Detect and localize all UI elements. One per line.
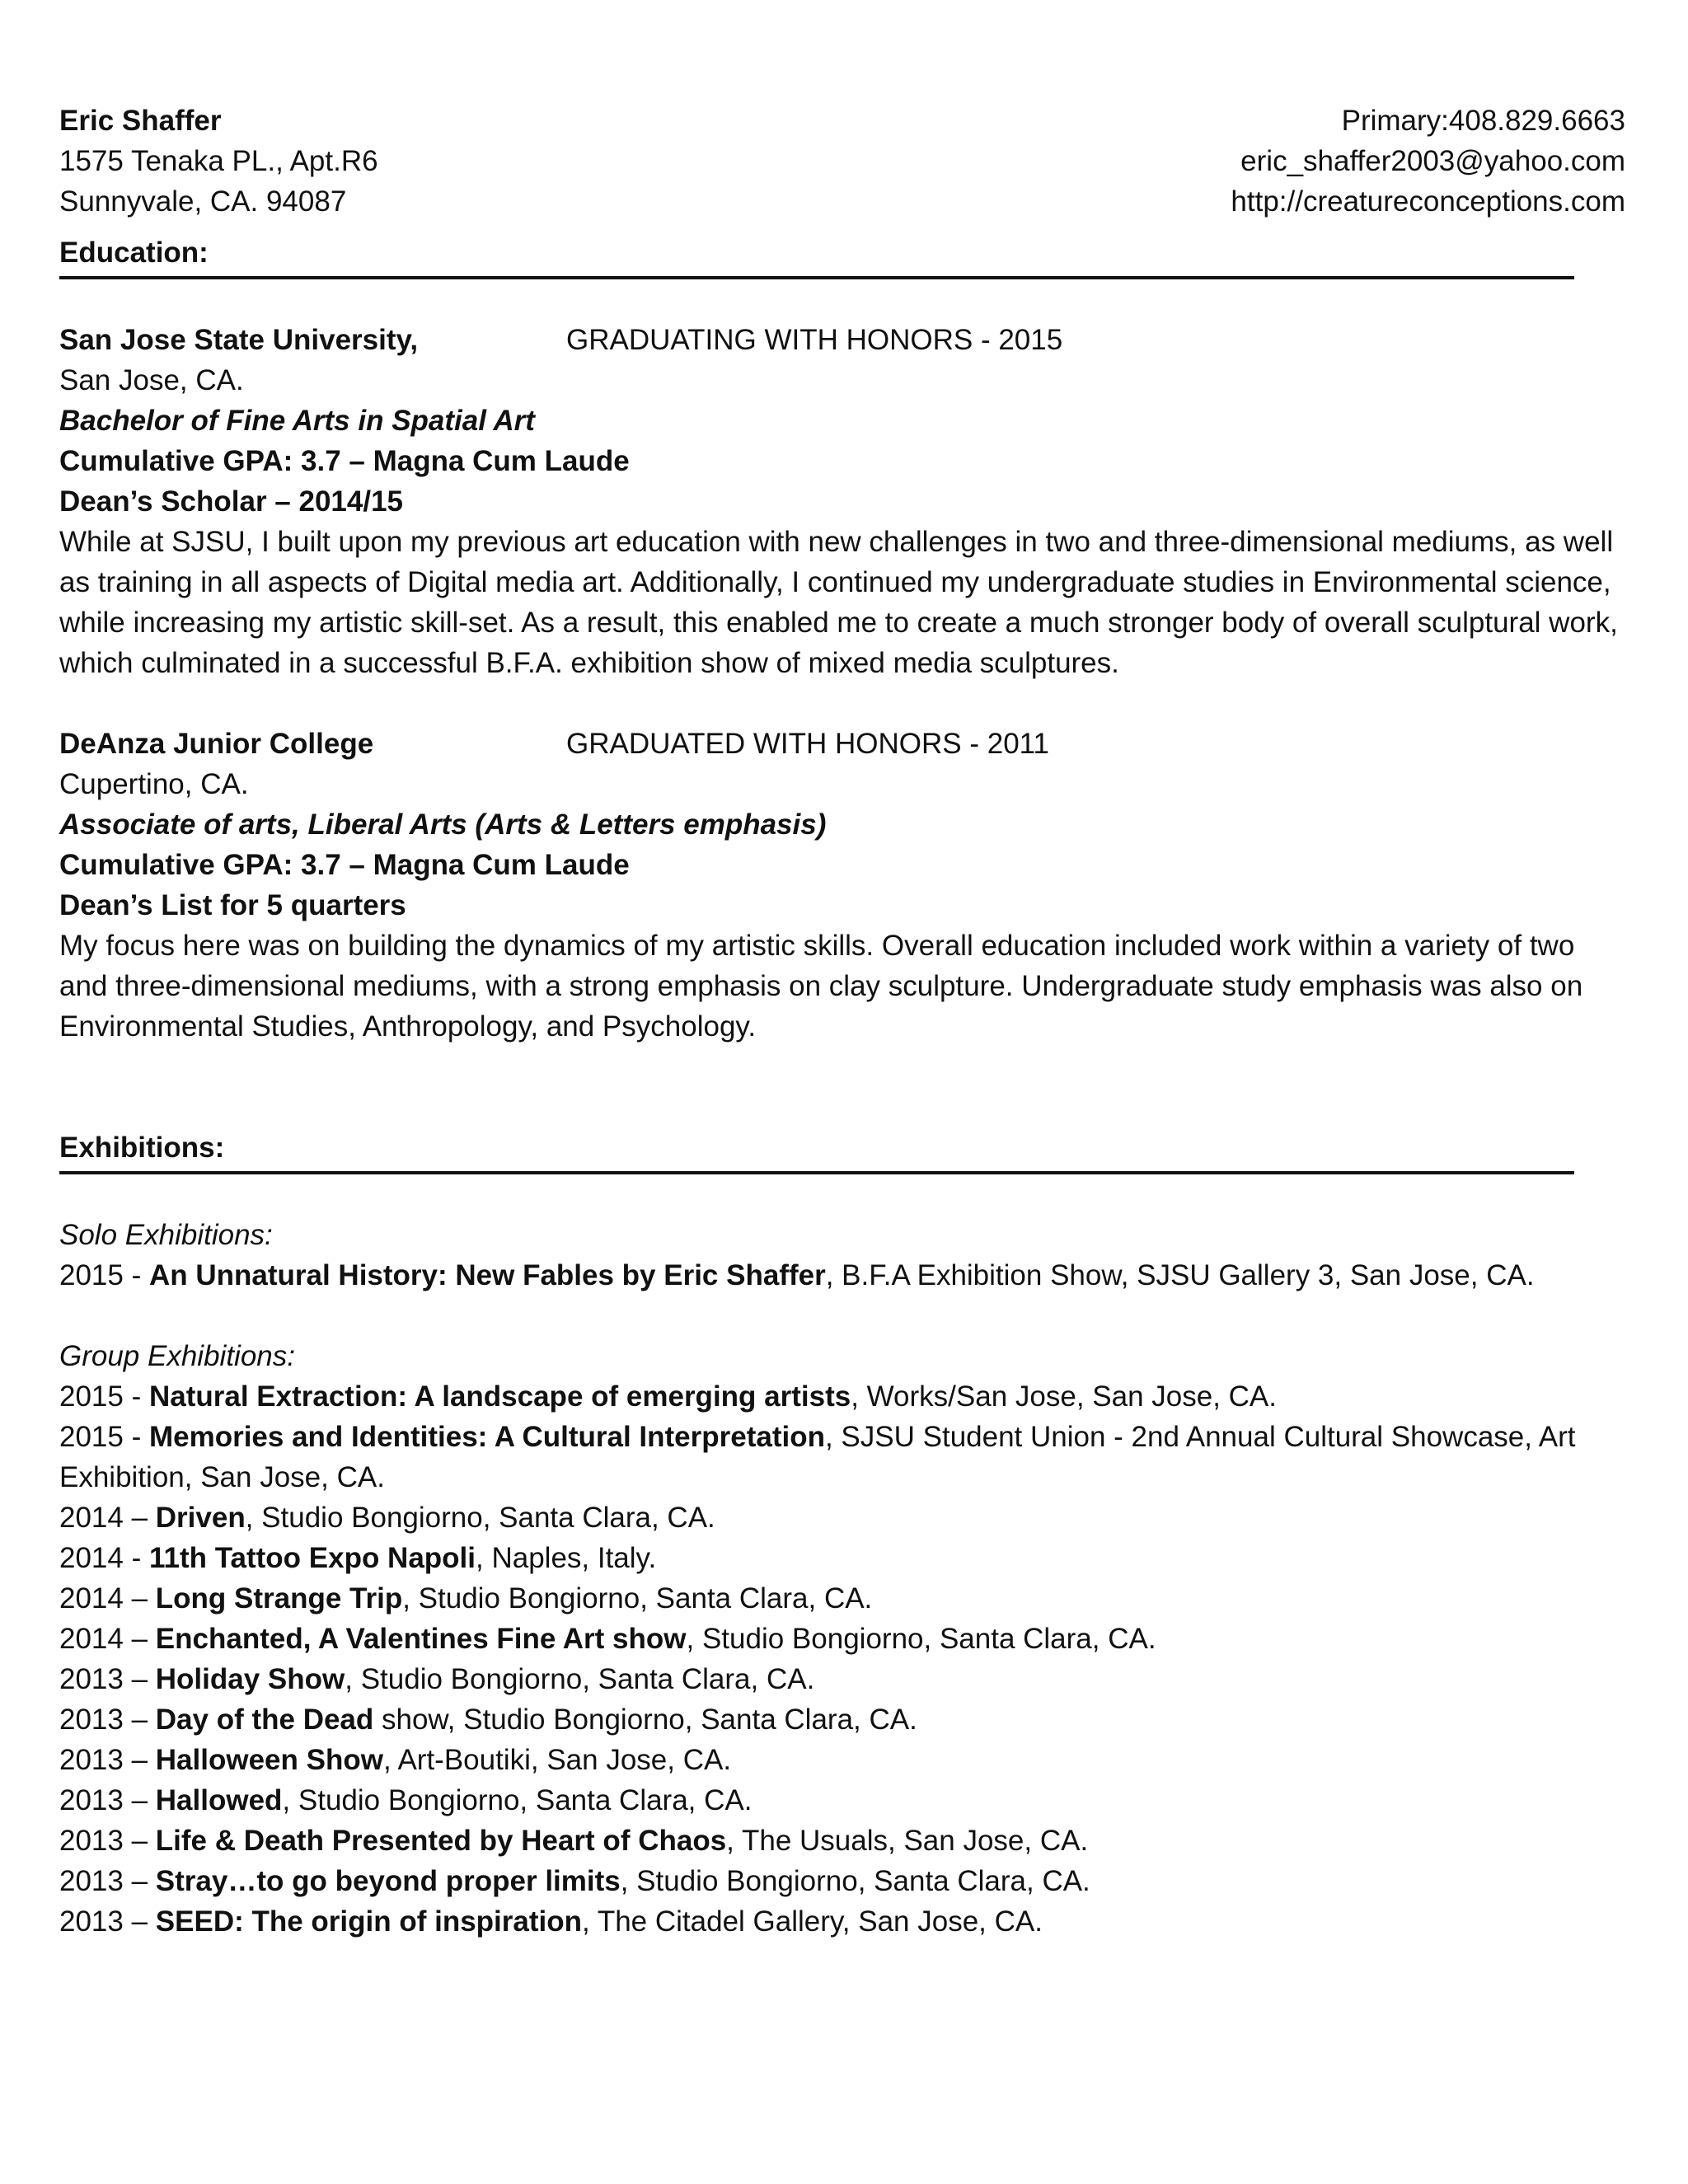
exhibition-title: Day of the Dead: [155, 1704, 374, 1736]
exhibition-title: Memories and Identities: A Cultural Interpretation: [148, 1421, 825, 1453]
exhibition-year: 2015 -: [59, 1380, 149, 1413]
exhibition-title: SEED: The origin of inspiration: [155, 1905, 583, 1938]
exhibition-item: [59, 1659, 1625, 1699]
school-degree: Associate of arts, Liberal Arts (Arts & Letters emphasis): [59, 808, 827, 841]
exhibition-year: 2013 –: [59, 1784, 156, 1816]
exhibition-venue: , Works/San Jose, San Jose, CA.: [851, 1380, 1277, 1413]
exhibition-year: 2013 –: [59, 1744, 156, 1776]
exhibition-title: Enchanted, A Valentines Fine Art show: [155, 1623, 687, 1655]
website-link[interactable]: http://creatureconceptions.com: [1231, 185, 1625, 218]
exhibition-venue: , B.F.A Exhibition Show, SJSU Gallery 3, San Jose, CA.: [825, 1259, 1535, 1291]
contact-left: [59, 101, 378, 222]
exhibition-title: Driven: [155, 1502, 246, 1534]
exhibition-year: 2013 –: [59, 1663, 156, 1695]
exhibition-item: [59, 1861, 1625, 1901]
exhibition-venue: show, Studio Bongiorno, Santa Clara, CA.: [373, 1704, 917, 1736]
exhibition-venue: , The Usuals, San Jose, CA.: [726, 1825, 1089, 1857]
exhibition-title: An Unnatural History: New Fables by Eric Shaffer: [148, 1259, 826, 1291]
exhibition-item: [59, 1538, 1625, 1578]
exhibition-item: [59, 1497, 1625, 1538]
contact-right: [1231, 101, 1625, 222]
exhibition-venue: , SJSU Student Union - 2nd Annual Cultural Showcase, Art Exhibition, San Jose, CA.: [59, 1421, 1584, 1493]
exhibition-year: 2014 –: [59, 1502, 156, 1534]
solo-exhibitions-list: [59, 1255, 1625, 1296]
school-gpa: Cumulative GPA: 3.7 – Magna Cum Laude: [59, 849, 630, 881]
school-entry: [59, 320, 1625, 683]
exhibition-year: 2013 –: [59, 1825, 156, 1857]
exhibition-item: [59, 1255, 1625, 1296]
exhibition-year: 2014 –: [59, 1582, 156, 1615]
exhibition-title: Natural Extraction: A landscape of emerging artists: [148, 1380, 851, 1413]
exhibition-venue: , Studio Bongiorno, Santa Clara, CA.: [686, 1623, 1156, 1655]
exhibition-item: [59, 1417, 1625, 1497]
exhibition-title: Stray…to go beyond proper limits: [155, 1865, 621, 1897]
applicant-name: Eric Shaffer: [59, 105, 222, 137]
exhibitions-section: [59, 1127, 1625, 1942]
exhibition-year: 2013 –: [59, 1905, 156, 1938]
school-header-row: [59, 320, 1625, 360]
group-exhibitions-label: Group Exhibitions:: [59, 1340, 295, 1372]
resume-page: [59, 101, 1625, 1942]
exhibition-item: [59, 1578, 1625, 1619]
school-award: Dean’s List for 5 quarters: [59, 889, 406, 921]
exhibition-year: 2013 –: [59, 1704, 156, 1736]
school-honor: GRADUATING WITH HONORS - 2015: [566, 324, 1063, 356]
group-exhibitions-list: [59, 1376, 1625, 1942]
exhibition-venue: , Studio Bongiorno, Santa Clara, CA.: [345, 1663, 815, 1695]
exhibition-title: 11th Tattoo Expo Napoli: [148, 1542, 476, 1574]
exhibition-venue: , Studio Bongiorno, Santa Clara, CA.: [620, 1865, 1090, 1897]
exhibition-item: [59, 1901, 1625, 1942]
phone-number: Primary:408.829.6663: [1341, 105, 1625, 137]
exhibition-title: Halloween Show: [155, 1744, 383, 1776]
school-header-row: [59, 724, 1625, 764]
exhibition-title: Long Strange Trip: [155, 1582, 403, 1615]
education-section: [59, 232, 1625, 1047]
exhibition-year: 2015 -: [59, 1259, 149, 1291]
exhibition-item: [59, 1699, 1625, 1740]
solo-exhibitions-label: Solo Exhibitions:: [59, 1219, 273, 1251]
email-address: eric_shaffer2003@yahoo.com: [1240, 145, 1625, 177]
school-honor: GRADUATED WITH HONORS - 2011: [566, 728, 1049, 760]
address-line-1: 1575 Tenaka PL., Apt.R6: [59, 145, 378, 177]
school-gpa: Cumulative GPA: 3.7 – Magna Cum Laude: [59, 445, 630, 477]
exhibition-venue: , Studio Bongiorno, Santa Clara, CA.: [402, 1582, 873, 1615]
school-description: While at SJSU, I built upon my previous art education with new challenges in two and three-dimensional mediums, as well as training in all aspects of Digital media art. Additionally, I continued my undergraduate studies in Environmental science, while increasing my artistic skill-set. As a result, this enabled me to create a much stronger body of overall sculptural work, which culminated in a successful B.F.A. exhibition show of mixed media sculptures.: [59, 526, 1618, 679]
exhibition-item: [59, 1821, 1625, 1861]
exhibition-venue: , Studio Bongiorno, Santa Clara, CA.: [282, 1784, 753, 1816]
exhibition-venue: , Naples, Italy.: [476, 1542, 657, 1574]
exhibition-venue: , The Citadel Gallery, San Jose, CA.: [582, 1905, 1043, 1938]
exhibitions-heading: Exhibitions:: [59, 1132, 225, 1164]
exhibition-year: 2015 -: [59, 1421, 149, 1453]
school-name: San Jose State University,: [59, 324, 419, 356]
exhibition-venue: , Studio Bongiorno, Santa Clara, CA.: [245, 1502, 715, 1534]
school-location: San Jose, CA.: [59, 364, 244, 396]
exhibition-item: [59, 1740, 1625, 1780]
exhibition-title: Holiday Show: [155, 1663, 345, 1695]
school-name: DeAnza Junior College: [59, 728, 374, 760]
contact-header: [59, 101, 1625, 232]
school-entry: [59, 724, 1625, 1047]
exhibition-title: Life & Death Presented by Heart of Chaos: [155, 1825, 727, 1857]
exhibition-item: [59, 1376, 1625, 1417]
exhibition-item: [59, 1780, 1625, 1821]
address-line-2: Sunnyvale, CA. 94087: [59, 185, 347, 218]
school-degree: Bachelor of Fine Arts in Spatial Art: [59, 405, 535, 437]
exhibition-venue: , Art-Boutiki, San Jose, CA.: [382, 1744, 732, 1776]
education-heading: Education:: [59, 237, 209, 269]
exhibition-year: 2014 -: [59, 1542, 149, 1574]
school-award: Dean’s Scholar – 2014/15: [59, 485, 404, 518]
school-description: My focus here was on building the dynamics of my artistic skills. Overall education included work within a variety of two and three-dimensional mediums, with a strong emphasis on clay sculpture. Undergraduate study emphasis was also on Environmental Studies, Anthropology, and Psychology.: [59, 930, 1583, 1043]
exhibition-title: Hallowed: [155, 1784, 283, 1816]
exhibition-year: 2014 –: [59, 1623, 156, 1655]
exhibition-item: [59, 1619, 1625, 1659]
exhibition-year: 2013 –: [59, 1865, 156, 1897]
school-location: Cupertino, CA.: [59, 768, 249, 800]
